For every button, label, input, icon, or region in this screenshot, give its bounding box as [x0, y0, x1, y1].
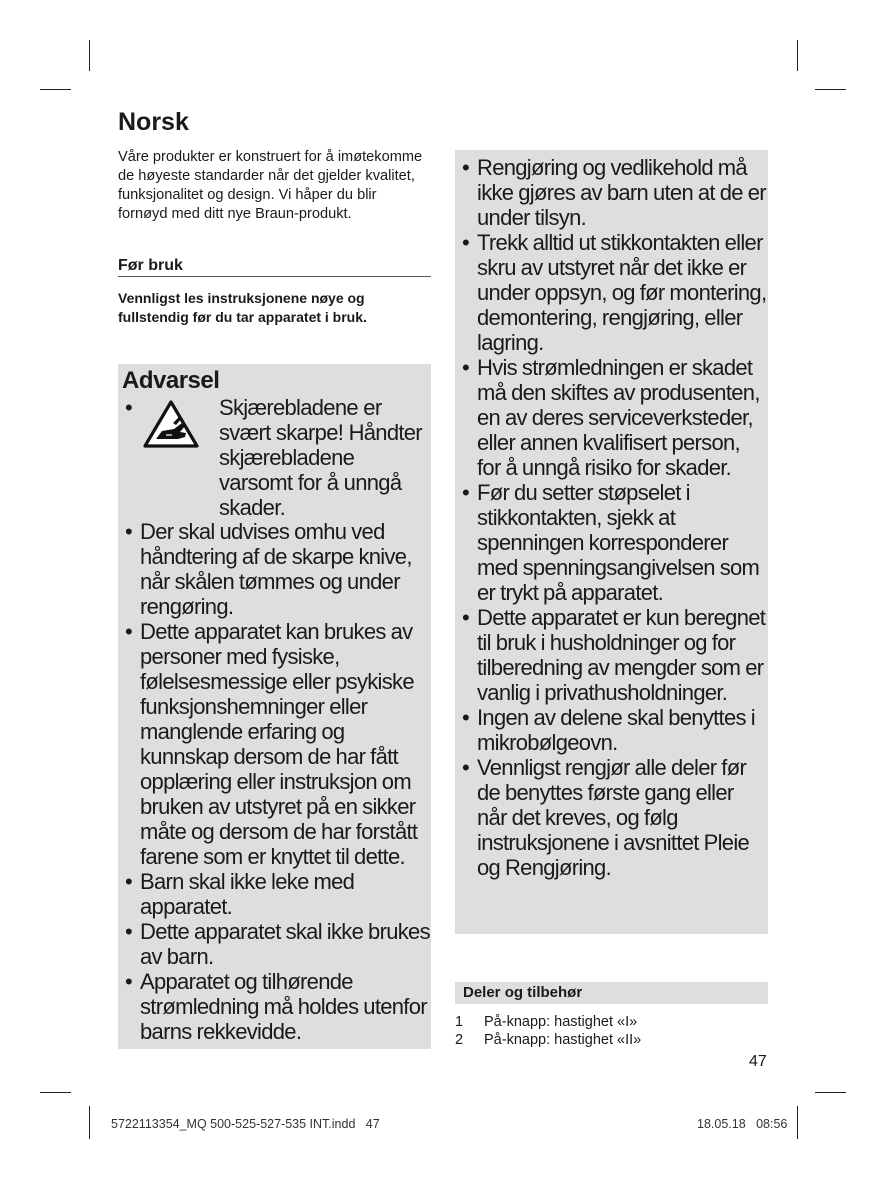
crop-mark — [797, 40, 798, 71]
bullet: • — [462, 155, 470, 180]
list-item-text: Ingen av delene skal benyttes i mikrobølgeovn. — [477, 705, 755, 755]
warning-heading: Advarsel — [122, 367, 220, 394]
page-number: 47 — [749, 1053, 767, 1070]
list-item-text: Der skal udvises omhu ved håndtering af de skarpe knive, når skålen tømmes og under rengøring. — [140, 519, 412, 619]
list-item — [459, 480, 767, 605]
crop-mark — [40, 1092, 71, 1093]
part-number: 2 — [455, 1032, 464, 1048]
footer-timestamp: 18.05.18 08:56 — [697, 1117, 788, 1131]
list-item-text: Rengjøring og vedlikehold må ikke gjøres av barn uten at de er under tilsyn. — [477, 155, 766, 230]
warning-first-text: Skjærebladene er svært skarpe! Håndter skjærebladene varsomt for å unngå skader. — [219, 395, 422, 520]
bullet: • — [462, 755, 470, 780]
list-item — [459, 605, 767, 705]
bullet: • — [125, 869, 133, 894]
list-item — [455, 1013, 641, 1031]
bullet: • — [462, 480, 470, 505]
list-item-text: Dette apparatet er kun beregnet til bruk i husholdninger og for tilberedning av mengder som er vanlig i privathusholdninger. — [477, 605, 766, 705]
warning-list-right — [459, 155, 767, 880]
bullet: • — [125, 395, 133, 420]
list-item-text: Dette apparatet kan brukes av personer med fysiske, følelsesmessige eller psykiske funksjonshemninger eller manglende erfaring og kunnskap dersom de har fått opplæring eller instruksjon om bruken av utstyret på en sikker måte og dersom de har forstått farene som er knyttet til dette. — [140, 619, 418, 869]
list-item — [122, 619, 430, 869]
bullet: • — [462, 355, 470, 380]
crop-mark — [815, 1092, 846, 1093]
sharp-blade-hand-warning-icon — [142, 399, 200, 449]
list-item-text: Vennligst rengjør alle deler før de benyttes første gang eller når det kreves, og følg instruksjonene i avsnittet Pleie og Rengjøring. — [477, 755, 750, 880]
part-label: På-knapp: hastighet «I» — [484, 1014, 638, 1030]
list-item-text: Hvis strømledningen er skadet må den skiftes av produsenten, en av deres serviceverksteder, eller annen kvalifisert person, for å unngå risiko for skader. — [477, 355, 760, 480]
bullet: • — [125, 969, 133, 994]
bullet: • — [462, 230, 470, 255]
bullet: • — [462, 705, 470, 730]
parts-heading: Deler og tilbehør — [455, 982, 768, 1004]
list-item-text: Trekk alltid ut stikkontakten eller skru av utstyret når det ikke er under oppsyn, og før montering, demontering, rengjøring, eller lagring. — [477, 230, 767, 355]
list-item-text: Barn skal ikke leke med apparatet. — [140, 869, 355, 919]
list-item-text: Apparatet og tilhørende strømledning må holdes utenfor barns rekkevidde. — [140, 969, 427, 1044]
bullet: • — [125, 619, 133, 644]
page-title: Norsk — [118, 108, 189, 136]
list-item — [459, 155, 767, 230]
list-item — [459, 705, 767, 755]
list-item — [122, 919, 430, 969]
crop-mark — [815, 89, 846, 90]
list-item — [459, 755, 767, 880]
crop-mark — [89, 40, 90, 71]
list-item — [122, 969, 430, 1044]
list-item — [455, 1031, 641, 1049]
footer-file-info: 5722113354_MQ 500-525-527-535 INT.indd 47 — [111, 1117, 380, 1131]
bullet: • — [462, 605, 470, 630]
list-item-text: Før du setter støpselet i stikkontakten, sjekk at spenningen korresponderer med spenningsangivelsen som er trykt på apparatet. — [477, 480, 760, 605]
list-item — [459, 355, 767, 480]
parts-list — [455, 1013, 641, 1049]
part-label: På-knapp: hastighet «II» — [484, 1032, 642, 1048]
before-use-heading: Før bruk — [118, 257, 431, 277]
list-item — [122, 519, 430, 619]
bullet: • — [125, 919, 133, 944]
warning-list-left — [122, 519, 430, 1044]
crop-mark — [40, 89, 71, 90]
bullet: • — [125, 519, 133, 544]
list-item — [122, 869, 430, 919]
crop-mark — [797, 1106, 798, 1139]
crop-mark — [89, 1106, 90, 1139]
intro-paragraph: Våre produkter er konstruert for å imøtekomme de høyeste standarder når det gjelder kvalitet, funksjonalitet og design. Vi håper du blir fornøyd med ditt nye Braun-produkt. — [118, 149, 423, 223]
list-item — [459, 230, 767, 355]
list-item-text: Dette apparatet skal ikke brukes av barn. — [140, 919, 430, 969]
before-use-note: Vennligst les instruksjonene nøye og fullstendig før du tar apparatet i bruk. — [118, 290, 367, 325]
part-number: 1 — [455, 1014, 464, 1030]
